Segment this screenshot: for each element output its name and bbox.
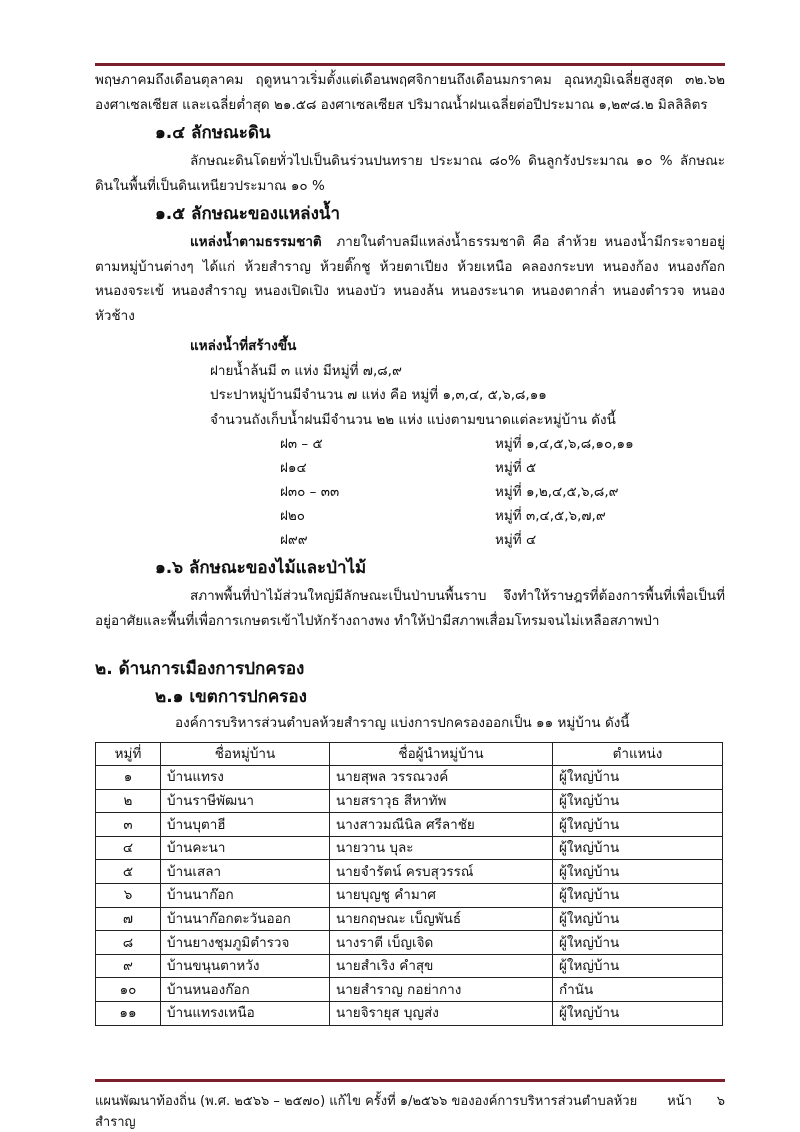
table-cell: ผู้ใหญ่บ้าน (553, 954, 723, 978)
table-cell: บ้านขนุนตาหวัง (161, 954, 330, 978)
table-row (96, 836, 723, 860)
built-water-line: ประปาหมู่บ้านมีจำนวน ๗ แห่ง คือ หมู่ที่ ๑,๓,๔, ๕,๖,๘,๑๑ (210, 387, 547, 403)
section-heading-politics: ๒. ด้านการเมืองการปกครอง (95, 659, 305, 679)
tank-villages: หมู่ที่ ๕ (495, 460, 537, 476)
page-label: หน้า (667, 1094, 692, 1109)
table-cell: นางสาวมณีนิล ศรีลาชัย (330, 813, 553, 837)
intro-line: องศาเซลเซียส และเฉลี่ยต่ำสุด ๒๑.๕๘ องศาเซลเซียส ปริมาณน้ำฝนเฉลี่ยต่อปีประมาณ ๑,๒๙๘.๒ มิลลิลิตร (95, 96, 708, 113)
footer-rule (95, 1079, 725, 1082)
village-table (95, 742, 723, 1026)
table-cell: ๕ (96, 860, 161, 884)
table-cell: นายสำเริง คำสุข (330, 954, 553, 978)
table-row (96, 860, 723, 884)
column-header: หมู่ที่ (96, 742, 161, 766)
table-cell: บ้านราษีพัฒนา (161, 789, 330, 813)
table-cell: บ้านนาก๊อก (161, 884, 330, 908)
tank-villages: หมู่ที่ ๔ (495, 532, 537, 548)
tank-size: ฝ๓๐ – ๓๓ (280, 484, 340, 500)
tank-size: ฝ๑๔ (280, 460, 307, 476)
table-cell: ผู้ใหญ่บ้าน (553, 1002, 723, 1026)
section-heading-soil: ๑.๔ ลักษณะดิน (155, 123, 271, 143)
table-cell: นายจิรายุส บุญส่ง (330, 1002, 553, 1026)
table-cell: นายจำรัตน์ ครบสุวรรณ์ (330, 860, 553, 884)
village-table-wrap (95, 742, 725, 1026)
page-number-block (667, 1090, 725, 1132)
column-header: ตำแหน่ง (553, 742, 723, 766)
table-cell: ๙ (96, 954, 161, 978)
page-number: ๖ (716, 1094, 725, 1109)
natural-water-label: แหล่งน้ำตามธรรมชาติ (190, 234, 322, 250)
table-cell: ผู้ใหญ่บ้าน (553, 789, 723, 813)
water-line: ตามหมู่บ้านต่างๆ ได้แก่ ห้วยสำราญ ห้วยติ๊กชู ห้วยตาเปียง ห้วยเหนือ คลองกระบท หนองก้อง หนองก๊อก (95, 258, 725, 275)
table-row (96, 1002, 723, 1026)
table-row (96, 978, 723, 1002)
page-footer (95, 1090, 725, 1132)
section-heading-water: ๑.๕ ลักษณะของแหล่งน้ำ (155, 204, 341, 224)
table-cell: บ้านเสลา (161, 860, 330, 884)
table-cell: นายสำราญ กอย่ากาง (330, 978, 553, 1002)
water-line (95, 230, 725, 255)
table-cell: นายบุญชู คำมาศ (330, 884, 553, 908)
table-row (96, 907, 723, 931)
tank-list (280, 432, 680, 552)
tank-size: ฝ๙๙ (280, 532, 308, 548)
section-heading-forest: ๑.๖ ลักษณะของไม้และป่าไม้ (155, 558, 367, 578)
table-cell: ๒ (96, 789, 161, 813)
tank-row (280, 504, 680, 528)
table-cell: บ้านยางชุมภูมิตำรวจ (161, 931, 330, 955)
header-rule (95, 63, 725, 66)
intro-line: พฤษภาคมถึงเดือนตุลาคม ฤดูหนาวเริ่มตั้งแต่เดือนพฤศจิกายนถึงเดือนมกราคม อุณหภูมิเฉลี่ยสูงสุด ๓๒.๖๒ (95, 72, 725, 88)
tank-size: ฝ๒๐ (280, 508, 306, 524)
table-cell: นางราตี เบ็ญเจิด (330, 931, 553, 955)
tank-row (280, 432, 680, 456)
table-cell: บ้านหนองก๊อก (161, 978, 330, 1002)
tank-villages: หมู่ที่ ๑,๒,๔,๕,๖,๘,๙ (495, 484, 619, 500)
table-cell: ผู้ใหญ่บ้าน (553, 907, 723, 931)
tank-size: ฝ๓ – ๕ (280, 436, 323, 452)
table-cell: ๗ (96, 907, 161, 931)
table-row (96, 766, 723, 790)
table-header-row (96, 742, 723, 766)
table-cell: บ้านบุตาฮี (161, 813, 330, 837)
table-cell: ๓ (96, 813, 161, 837)
built-water-line: จำนวนถังเก็บน้ำฝนมีจำนวน ๒๒ แห่ง แบ่งตามขนาดแต่ละหมู่บ้าน ดังนี้ (210, 411, 616, 428)
table-row (96, 931, 723, 955)
admin-line: องค์การบริหารส่วนตำบลห้วยสำราญ แบ่งการปกครองออกเป็น ๑๑ หมู่บ้าน ดังนี้ (175, 715, 630, 731)
table-cell: ผู้ใหญ่บ้าน (553, 813, 723, 837)
table-row (96, 954, 723, 978)
column-header: ชื่อผู้นำหมู่บ้าน (330, 742, 553, 766)
table-cell: บ้านแทรง (161, 766, 330, 790)
table-cell: ๑๑ (96, 1002, 161, 1026)
table-cell: ผู้ใหญ่บ้าน (553, 766, 723, 790)
forest-line: อยู่อาศัยและพื้นที่เพื่อการเกษตรเข้าไปหักร้างถางพง ทำให้ป่ามีสภาพเสื่อมโทรมจนไม่เหลือสภาพป่า (95, 612, 660, 629)
tank-row (280, 456, 680, 480)
built-water-line: ฝายน้ำล้นมี ๓ แห่ง มีหมู่ที่ ๗,๘,๙ (210, 362, 402, 379)
column-header: ชื่อหมู่บ้าน (161, 742, 330, 766)
water-line: หนองจระเข้ หนองสำราญ หนองเปิดเปิง หนองบัว หนองล้น หนองระนาด หนองตากล่ำ หนองตำรวจ หนอง (95, 283, 725, 299)
table-cell: ผู้ใหญ่บ้าน (553, 860, 723, 884)
table-row (96, 789, 723, 813)
table-cell: ผู้ใหญ่บ้าน (553, 931, 723, 955)
tank-villages: หมู่ที่ ๓,๔,๕,๖,๗,๙ (495, 508, 606, 524)
forest-line: สภาพพื้นที่ป่าไม้ส่วนใหญ่มีลักษณะเป็นป่าบนพื้นราบ จึงทำให้ราษฎรที่ต้องการพื้นที่เพื่อเป็นที่ (190, 588, 725, 604)
tank-row (280, 480, 680, 504)
document-body (95, 68, 725, 1026)
tank-row (280, 528, 680, 552)
table-cell: บ้านนาก๊อกตะวันออก (161, 907, 330, 931)
section-heading-admin: ๒.๑ เขตการปกครอง (155, 687, 307, 707)
table-cell: นายกฤษณะ เบ็ญพันธ์ (330, 907, 553, 931)
table-cell: ผู้ใหญ่บ้าน (553, 884, 723, 908)
table-cell: นายสุพล วรรณวงค์ (330, 766, 553, 790)
table-cell: ๑๐ (96, 978, 161, 1002)
soil-line: ดินในพื้นที่เป็นดินเหนียวประมาณ ๑๐ % (95, 177, 325, 194)
table-row (96, 813, 723, 837)
built-water-label: แหล่งน้ำที่สร้างขึ้น (190, 338, 297, 354)
soil-line: ลักษณะดินโดยทั่วไปเป็นดินร่วนปนทราย ประมาณ ๘๐% ดินลูกรังประมาณ ๑๐ % ลักษณะ (190, 153, 725, 169)
table-cell: ๖ (96, 884, 161, 908)
table-cell: บ้านแทรงเหนือ (161, 1002, 330, 1026)
table-cell: นายวาน บุละ (330, 836, 553, 860)
table-cell: ๔ (96, 836, 161, 860)
table-cell: บ้านคะนา (161, 836, 330, 860)
table-body (96, 766, 723, 1026)
footer-text: แผนพัฒนาท้องถิ่น (พ.ศ. ๒๕๖๖ – ๒๕๗๐) แก้ไข ครั้งที่ ๑/๒๕๖๖ ขององค์การบริหารส่วนตำบลห้วยสำราญ (95, 1094, 638, 1130)
table-cell: ๘ (96, 931, 161, 955)
table-cell: กำนัน (553, 978, 723, 1002)
table-cell: ๑ (96, 766, 161, 790)
water-text: ภายในตำบลมีแหล่งน้ำธรรมชาติ คือ ลำห้วย หนองน้ำมีกระจายอยู่ (336, 234, 725, 250)
tank-villages: หมู่ที่ ๑,๔,๕,๖,๘,๑๐,๑๑ (495, 436, 634, 452)
table-row (96, 884, 723, 908)
water-line: หัวช้าง (95, 307, 135, 324)
table-cell: ผู้ใหญ่บ้าน (553, 836, 723, 860)
table-cell: นายสราวุธ สีหาทัพ (330, 789, 553, 813)
